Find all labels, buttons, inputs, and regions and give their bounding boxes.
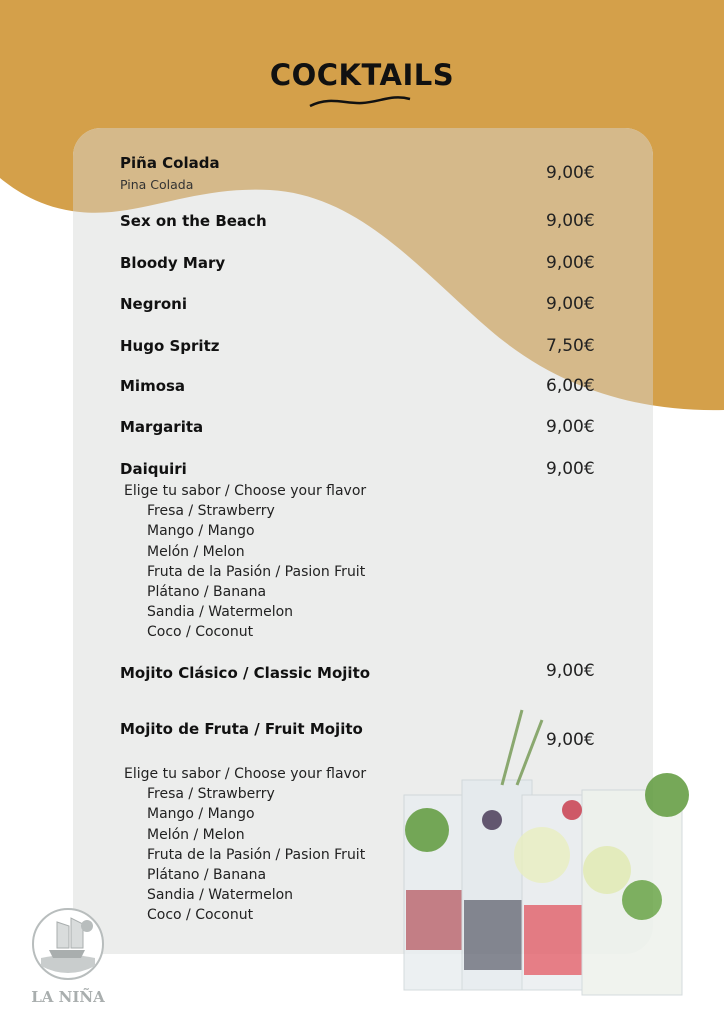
item-price: 9,00€ bbox=[546, 211, 595, 231]
daiquiri-flavor-list bbox=[124, 481, 366, 643]
item-name: Mimosa bbox=[120, 377, 186, 395]
page-title: COCKTAILS bbox=[269, 58, 455, 92]
item-subtitle: Pina Colada bbox=[120, 177, 194, 192]
flavor-option: Melón / Melon bbox=[147, 826, 245, 843]
flavor-heading: Elige tu sabor / Choose your flavor bbox=[124, 766, 367, 782]
flavor-option: Plátano / Banana bbox=[147, 584, 267, 601]
fruit-mojito-flavor-list bbox=[124, 764, 366, 926]
flavor-option: Plátano / Banana bbox=[147, 867, 267, 884]
item-price: 6,00€ bbox=[546, 376, 595, 396]
flavor-option: Sandia / Watermelon bbox=[147, 604, 294, 621]
item-name: Daiquiri bbox=[120, 460, 187, 478]
flavor-option: Fresa / Strawberry bbox=[147, 786, 275, 803]
item-price: 9,00€ bbox=[546, 730, 595, 750]
flavor-option: Sandia / Watermelon bbox=[147, 887, 294, 904]
item-price: 9,00€ bbox=[546, 253, 595, 273]
flavor-option: Mango / Mango bbox=[147, 806, 255, 823]
flavor-option: Fresa / Strawberry bbox=[147, 503, 275, 520]
item-name: Hugo Spritz bbox=[120, 337, 220, 355]
la-nina-logo bbox=[24, 906, 112, 1006]
flavor-heading: Elige tu sabor / Choose your flavor bbox=[124, 483, 367, 499]
item-price: 9,00€ bbox=[546, 294, 595, 314]
item-name: Mojito Clásico / Classic Mojito bbox=[120, 664, 371, 682]
item-price: 9,00€ bbox=[546, 163, 595, 183]
flavor-option: Mango / Mango bbox=[147, 523, 255, 540]
flavor-option: Fruta de la Pasión / Pasion Fruit bbox=[147, 563, 366, 580]
item-name: Margarita bbox=[120, 418, 204, 436]
item-price: 7,50€ bbox=[546, 336, 595, 356]
item-name: Sex on the Beach bbox=[120, 212, 267, 230]
ship-emblem-icon bbox=[27, 906, 109, 982]
logo-text: LA NIÑA bbox=[31, 988, 105, 1006]
flavor-option: Coco / Coconut bbox=[147, 907, 254, 924]
flavor-option: Fruta de la Pasión / Pasion Fruit bbox=[147, 846, 366, 863]
item-name: Piña Colada bbox=[120, 154, 220, 172]
item-name: Negroni bbox=[120, 295, 187, 313]
item-price: 9,00€ bbox=[546, 459, 595, 479]
item-name: Mojito de Fruta / Fruit Mojito bbox=[120, 720, 363, 738]
flavor-option: Melón / Melon bbox=[147, 543, 245, 560]
flavor-option: Coco / Coconut bbox=[147, 624, 254, 641]
item-name: Bloody Mary bbox=[120, 254, 226, 272]
item-price: 9,00€ bbox=[546, 417, 595, 437]
item-price: 9,00€ bbox=[546, 661, 595, 681]
